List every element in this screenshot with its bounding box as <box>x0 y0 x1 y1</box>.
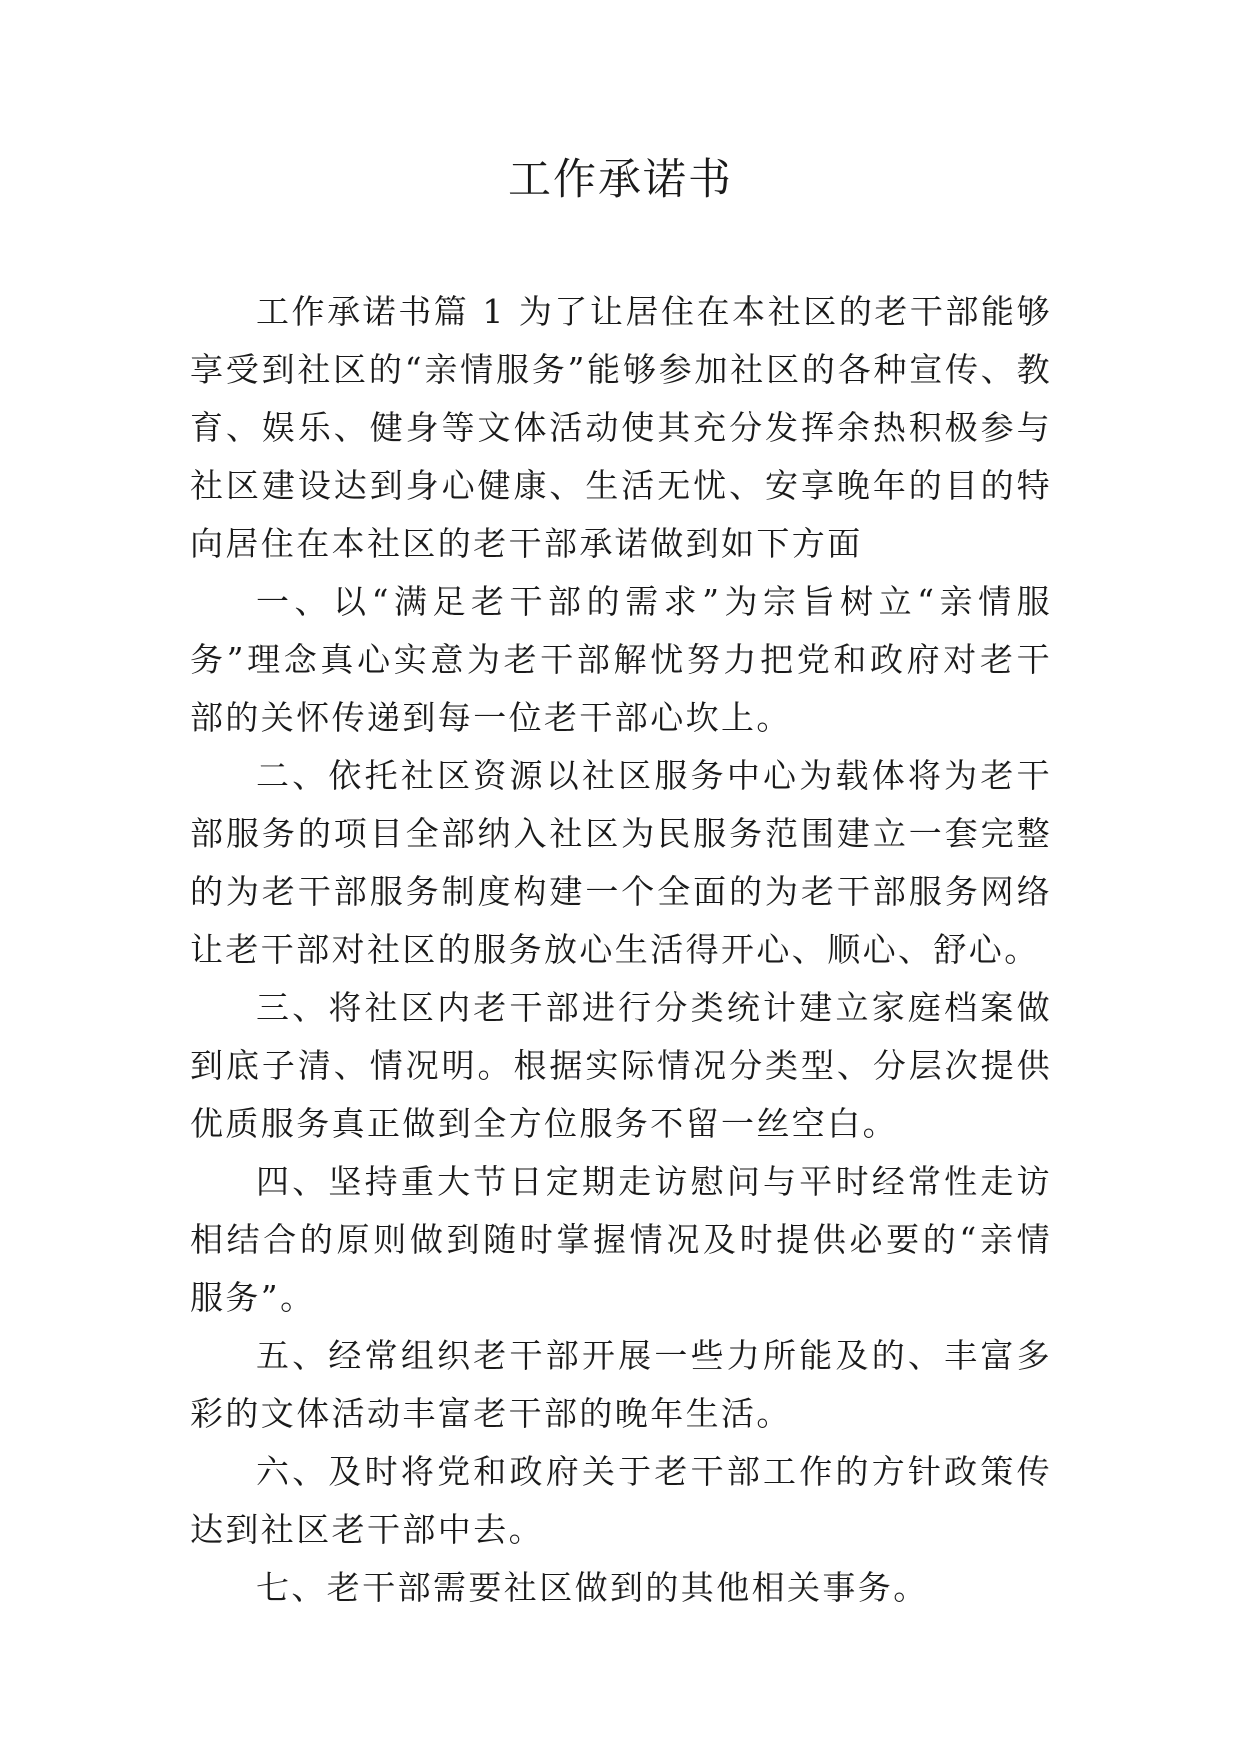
paragraph-item-3: 三、将社区内老干部进行分类统计建立家庭档案做到底子清、情况明。根据实际情况分类型、分层次提供优质服务真正做到全方位服务不留一丝空白。 <box>190 988 1052 1143</box>
document-body <box>190 283 1052 1617</box>
paragraph-item-4: 四、坚持重大节日定期走访慰问与平时经常性走访相结合的原则做到随时掌握情况及时提供必要的“亲情服务”。 <box>190 1162 1052 1317</box>
paragraph-item-2: 二、依托社区资源以社区服务中心为载体将为老干部服务的项目全部纳入社区为民服务范围建立一套完整的为老干部服务制度构建一个全面的为老干部服务网络让老干部对社区的服务放心生活得开心、顺心、舒心。 <box>190 756 1052 969</box>
paragraph-item-6: 六、及时将党和政府关于老干部工作的方针政策传达到社区老干部中去。 <box>190 1452 1052 1549</box>
paragraph-item-1: 一、以“满足老干部的需求”为宗旨树立“亲情服务”理念真心实意为老干部解忧努力把党和政府对老干部的关怀传递到每一位老干部心坎上。 <box>190 582 1052 737</box>
document-title: 工作承诺书 <box>508 155 733 205</box>
paragraph-intro: 工作承诺书篇 1 为了让居住在本社区的老干部能够享受到社区的“亲情服务”能够参加社区的各种宣传、教育、娱乐、健身等文体活动使其充分发挥余热积极参与社区建设达到身心健康、生活无忧、安享晚年的目的特向居住在本社区的老干部承诺做到如下方面 <box>190 292 1052 563</box>
paragraph-item-5: 五、经常组织老干部开展一些力所能及的、丰富多彩的文体活动丰富老干部的晚年生活。 <box>190 1336 1052 1433</box>
paragraph-item-7: 七、老干部需要社区做到的其他相关事务。 <box>256 1568 929 1607</box>
